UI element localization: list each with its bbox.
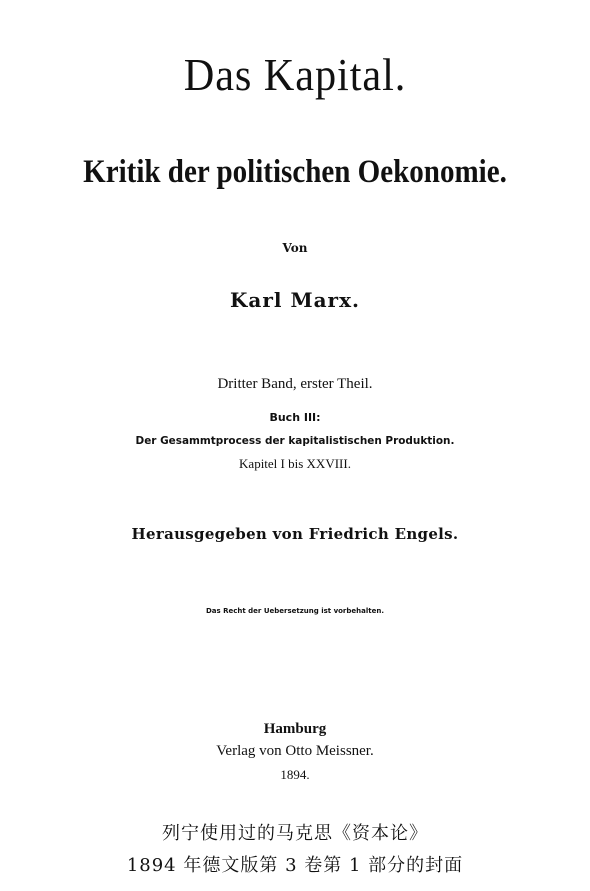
publication-city: Hamburg	[263, 721, 327, 737]
publication-year: 1894.	[280, 767, 310, 782]
author-name: Karl Marx.	[230, 288, 360, 312]
book-subtitle: Kritik der politischen Oekonomie.	[83, 154, 507, 190]
book-number: Buch III:	[269, 411, 321, 424]
editor-line: Herausgegeben von Friedrich Engels.	[131, 525, 459, 543]
caption-line-2: 1894 年德文版第 3 卷第 1 部分的封面	[126, 855, 464, 876]
by-line: Von	[282, 241, 308, 255]
chapter-range: Kapitel I bis XXVIII.	[239, 456, 351, 471]
book-part-title: Der Gesammtprocess der kapitalistischen Produktion.	[135, 434, 455, 447]
caption-line-1: 列宁使用过的马克思《资本论》	[162, 823, 428, 844]
book-title: Das Kapital.	[183, 49, 407, 100]
volume-info: Dritter Band, erster Theil.	[217, 376, 373, 392]
rights-notice: Das Recht der Uebersetzung ist vorbehalten.	[205, 607, 384, 615]
publisher-name: Verlag von Otto Meissner.	[216, 743, 374, 759]
